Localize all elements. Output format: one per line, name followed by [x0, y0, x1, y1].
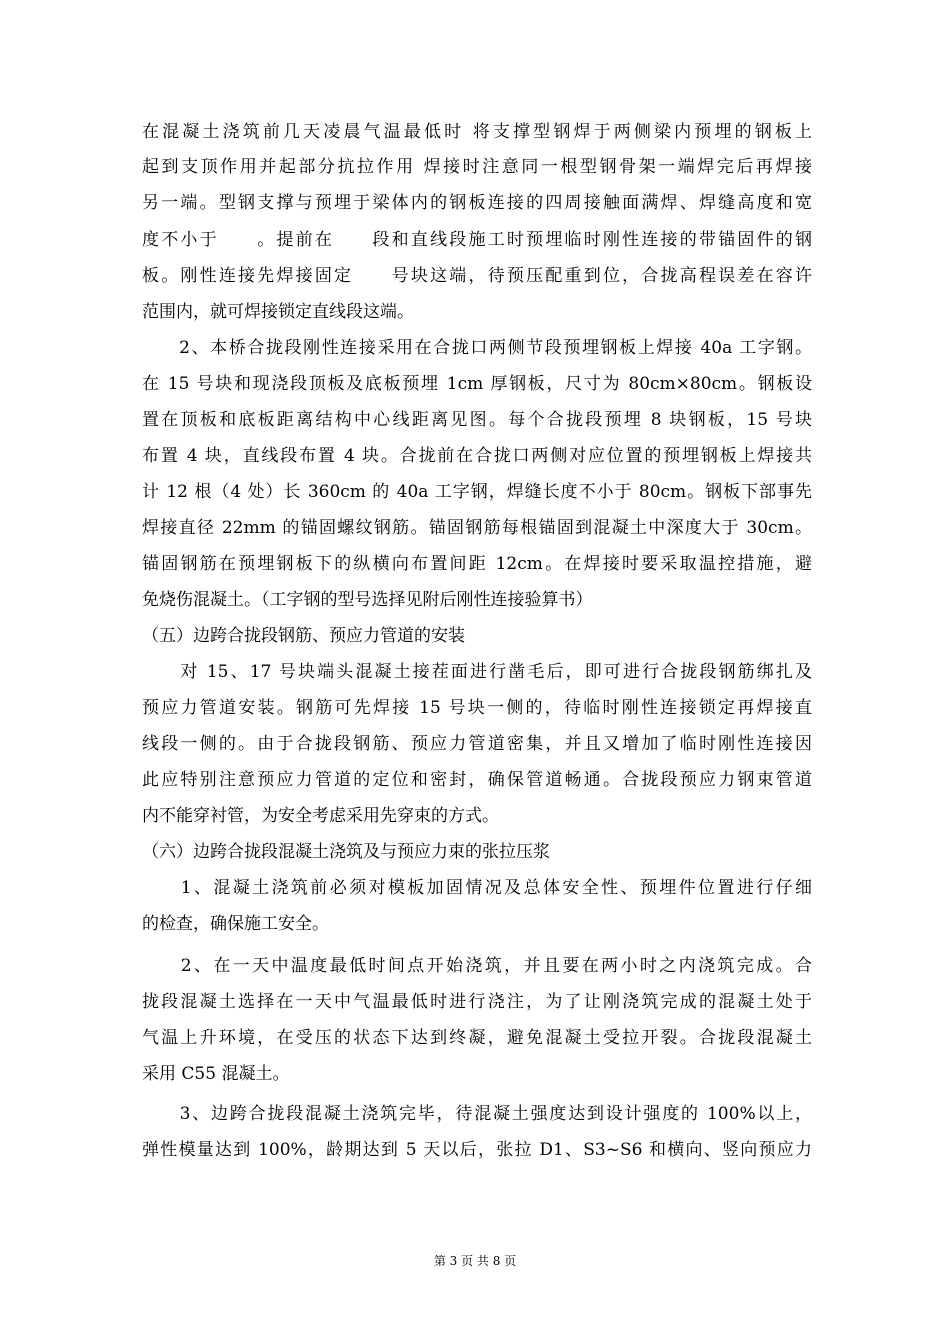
body-text-line: 焊接直径 22mm 的锚固螺纹钢筋。锚固钢筋每根锚固到混凝土中深度大于 30cm。: [142, 518, 812, 538]
body-text-line: 线段一侧的。由于合拢段钢筋、预应力管道密集，并且又增加了临时刚性连接因: [142, 734, 812, 754]
body-text-line: 锚固钢筋在预埋钢板下的纵横向布置间距 12cm。在焊接时要采取温控措施，避: [142, 554, 812, 574]
body-text-line: 1、混凝土浇筑前必须对模板加固情况及总体安全性、预埋件位置进行仔细: [142, 878, 812, 898]
body-text-line: 拢段混凝土选择在一天中气温最低时进行浇注，为了让刚浇筑完成的混凝土处于: [142, 992, 812, 1012]
body-text-line: 2、在一天中温度最低时间点开始浇筑，并且要在两小时之内浇筑完成。合: [142, 956, 812, 976]
body-text-line: 气温上升环境，在受压的状态下达到终凝，避免混凝土受拉开裂。合拢段混凝土: [142, 1028, 812, 1048]
body-text-line: 免烧伤混凝土。（工字钢的型号选择见附后刚性连接验算书）: [142, 590, 593, 610]
section-heading: （五）边跨合拢段钢筋、预应力管道的安装: [142, 626, 465, 646]
section-heading: （六）边跨合拢段混凝土浇筑及与预应力束的张拉压浆: [142, 842, 550, 862]
body-text-line: 此应特别注意预应力管道的定位和密封，确保管道畅通。合拢段预应力钢束管道: [142, 770, 812, 790]
body-text-line: 起到支顶作用并起部分抗拉作用 焊接时注意同一根型钢骨架一端焊完后再焊接: [142, 157, 812, 177]
body-text-line: 在 15 号块和现浇段顶板及底板预埋 1cm 厚钢板，尺寸为 80cm×80cm。钢板设: [142, 374, 812, 394]
body-text-line: 布置 4 块，直线段布置 4 块。合拢前在合拢口两侧对应位置的预埋钢板上焊接共: [142, 446, 812, 466]
body-text-line: 在混凝土浇筑前几天凌晨气温最低时 将支撑型钢焊于两侧梁内预埋的钢板上: [142, 122, 812, 142]
body-text-line: 3、边跨合拢段混凝土浇筑完毕，待混凝土强度达到设计强度的 100%以上，: [142, 1104, 812, 1124]
body-text-line: 范围内，就可焊接锁定直线段这端。: [142, 302, 414, 322]
body-text-line: 对 15、17 号块端头混凝土接茬面进行凿毛后，即可进行合拢段钢筋绑扎及: [142, 662, 812, 682]
body-text-line: 2、本桥合拢段刚性连接采用在合拢口两侧节段预埋钢板上焊接 40a 工字钢。: [142, 338, 812, 358]
body-text-line: 置在顶板和底板距离结构中心线距离见图。每个合拢段预埋 8 块钢板，15 号块: [142, 410, 812, 430]
body-text-line: 预应力管道安装。钢筋可先焊接 15 号块一侧的，待临时刚性连接锁定再焊接直: [142, 698, 812, 718]
body-text-line: 内不能穿衬管，为安全考虑采用先穿束的方式。: [142, 806, 499, 826]
body-text-line: 弹性模量达到 100%，龄期达到 5 天以后，张拉 D1、S3~S6 和横向、竖向预应力: [142, 1140, 812, 1160]
body-text-line: 板。刚性连接先焊接固定 号块这端，待预压配重到位，合拢高程误差在容许: [142, 266, 812, 286]
body-text-line: 计 12 根（4 处）长 360cm 的 40a 工字钢，焊缝长度不小于 80cm。钢板下部事先: [142, 482, 812, 502]
body-text-line: 采用 C55 混凝土。: [142, 1064, 290, 1084]
body-text-line: 的检查，确保施工安全。: [142, 914, 329, 934]
body-text-line: 另一端。型钢支撑与预埋于梁体内的钢板连接的四周接触面满焊、焊缝高度和宽: [142, 193, 812, 213]
page-footer: 第 3 页 共 8 页: [433, 1254, 517, 1268]
body-text-line: 度不小于 。提前在 段和直线段施工时预埋临时刚性连接的带锚固件的钢: [142, 230, 812, 250]
